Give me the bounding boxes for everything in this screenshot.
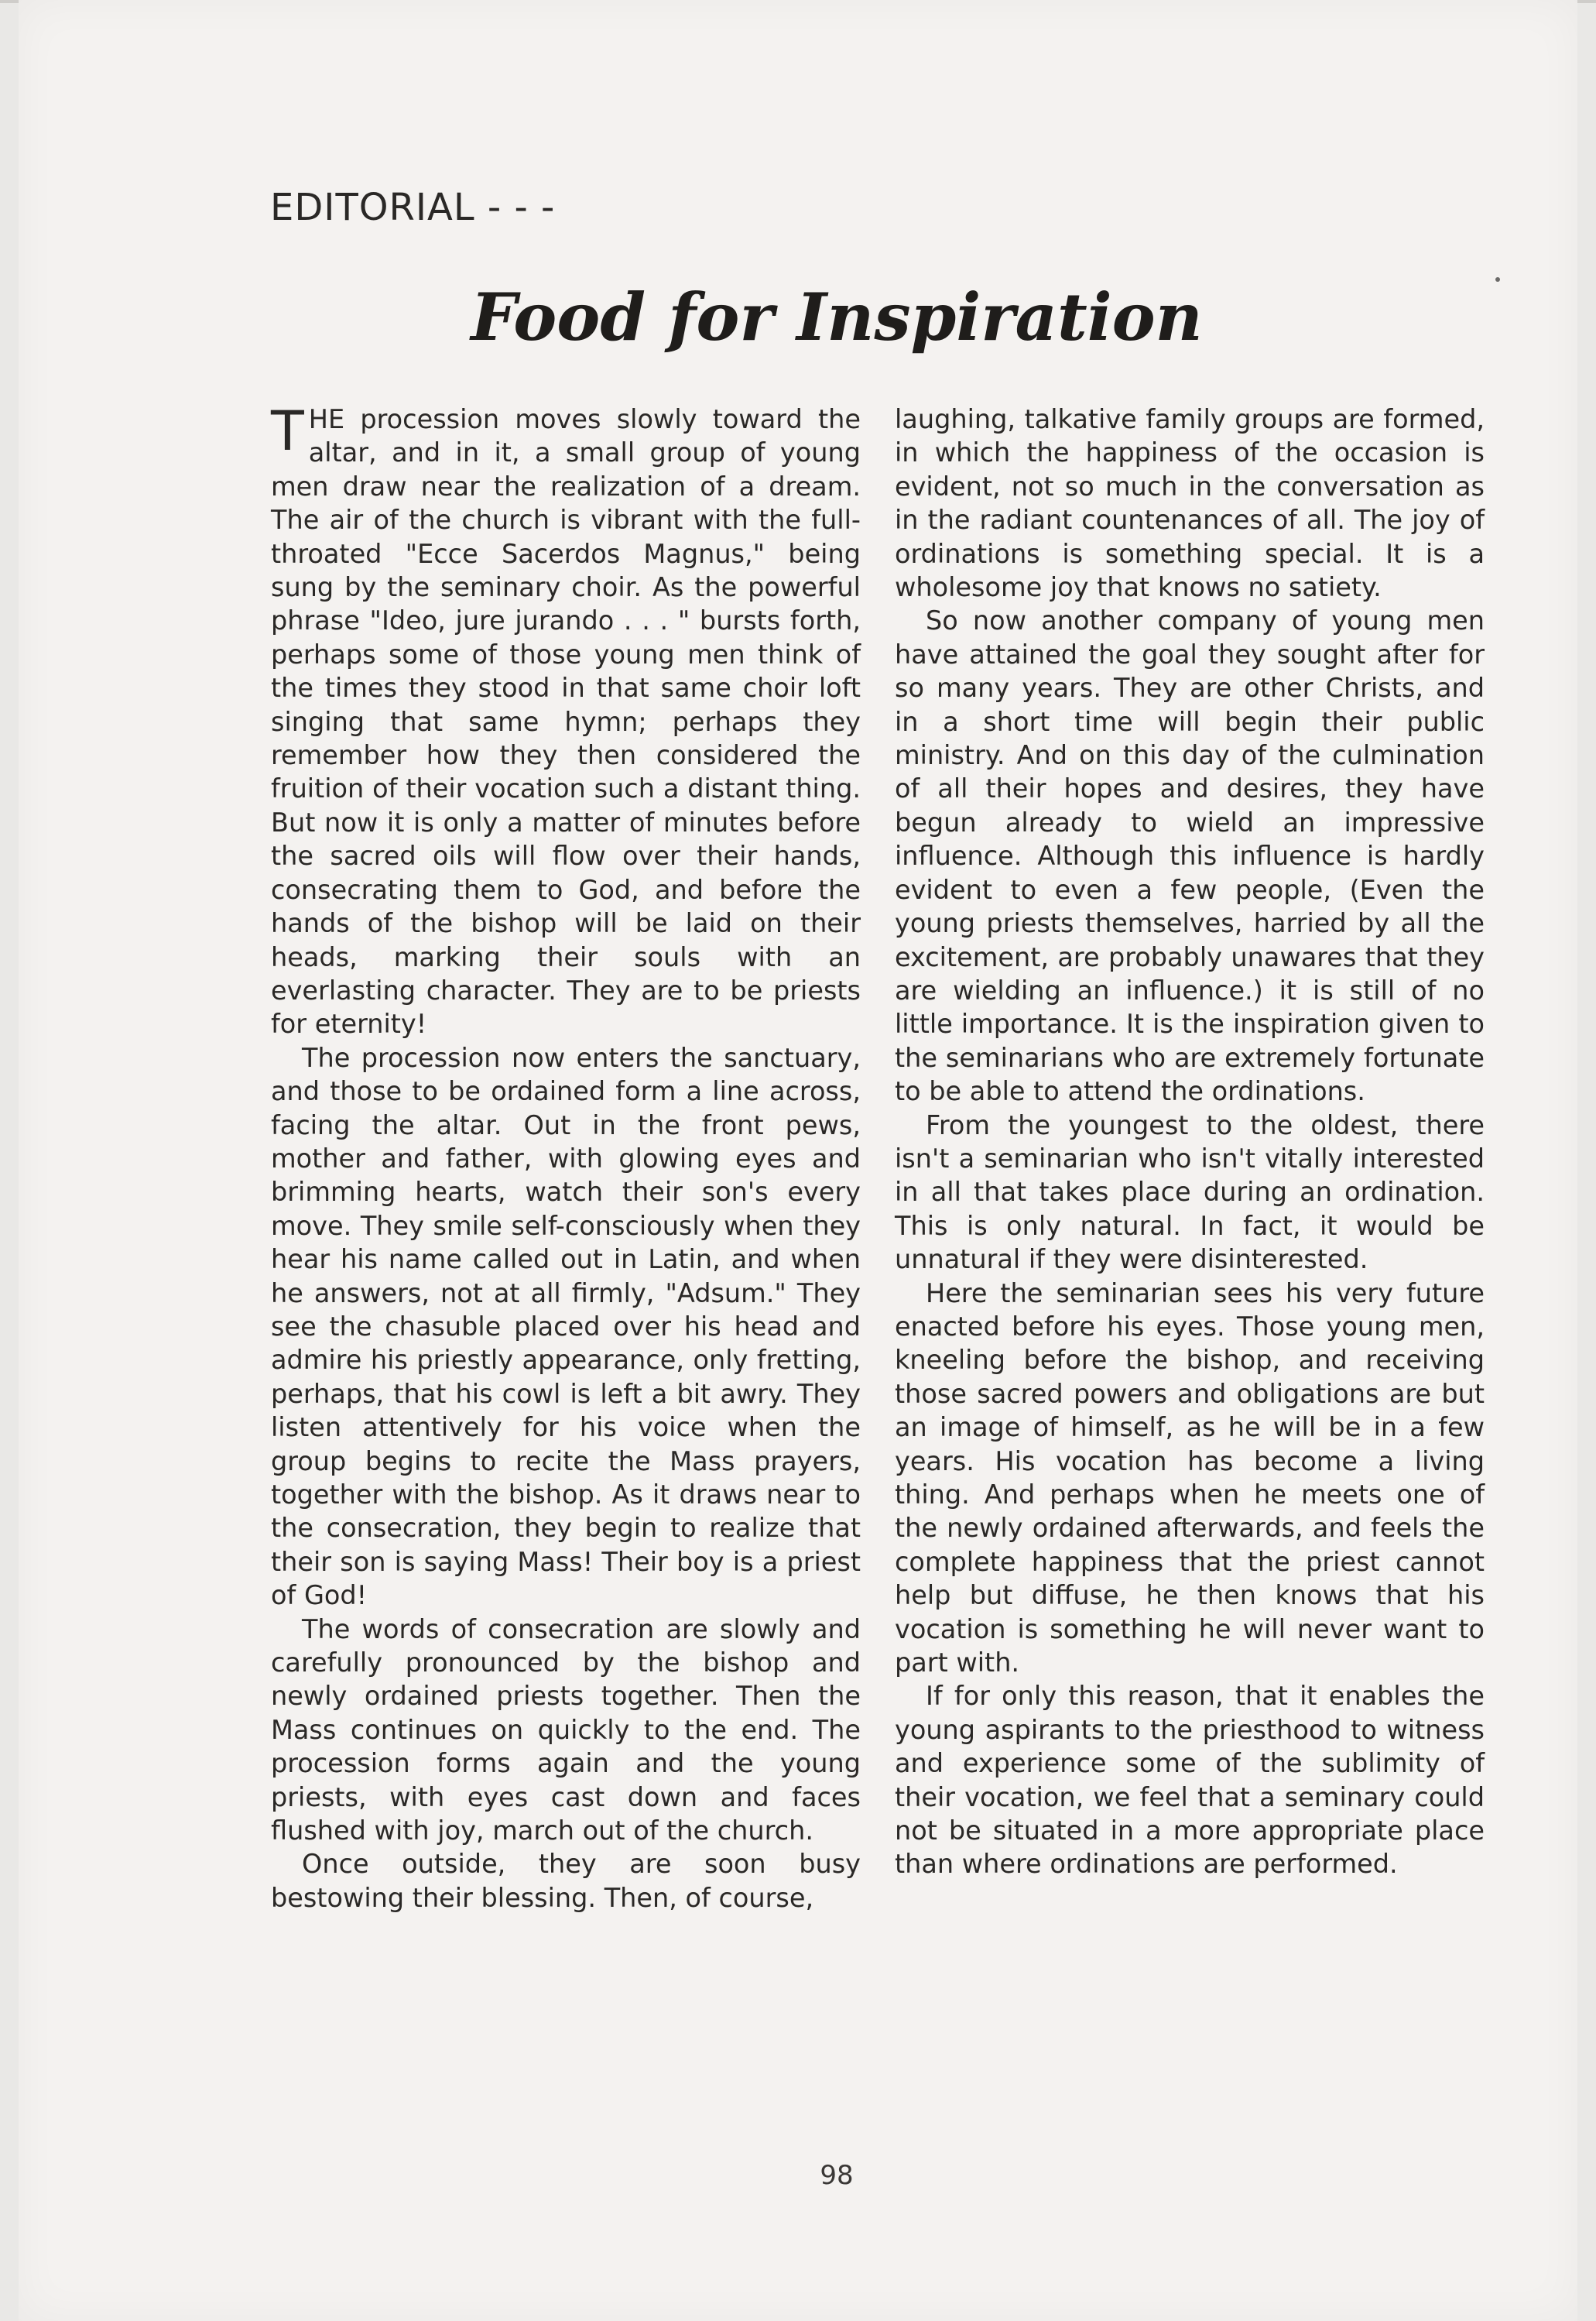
paragraph: laughing, talkative family groups are formed, in which the happiness of the occasion is evident, not so much in the conversation as in the radiant countenances of all. The joy of ordinations is something special. It is a wholesome joy that knows no satiety. [895, 404, 1485, 603]
paragraph: The procession now enters the sanctuary, and those to be ordained form a line across, facing the altar. Out in the front pews, mother and father, with glowing eyes and brimming hearts, watch their son's every move. They smile self-consciously when they hear his name called out in Latin, and when he answers, not at all firmly, "Adsum." They see the chasuble placed over his head and admire his priestly appearance, only fretting, perhaps, that his cowl is left a bit awry. They listen attentively for his voice when the group begins to recite the Mass prayers, together with the bishop. As it draws near to the consecration, they begin to realize that their son is saying Mass! Their boy is a priest of God! [271, 1042, 861, 1611]
paragraph: From the youngest to the oldest, there isn't a seminarian who isn't vitally interested in all that takes place during an ordination. This is only natural. In fact, it would be unnatural if they were disinterested. [895, 1109, 1485, 1275]
paragraph: So now another company of young men have attained the goal they sought after for so many years. They are other Christs, and in a short time will begin their public ministry. And on this day of the culmination of all their hopes and desires, they have begun already to wield an impressive influence. Although this influence is hardly evident to even a few people, (Even the young priests themselves, harried by all the excitement, are probably unawares that they are wielding an influence.) it is still of no little importance. It is the inspiration given to the seminarians who are extremely fortunate to be able to attend the ordinations. [895, 605, 1485, 1107]
left-column [271, 399, 861, 1915]
section-label: EDITORIAL - - - [270, 186, 556, 229]
paragraph: If for only this reason, that it enables the young aspirants to the priesthood to witness and experience some of the sublimity of their vocation, we feel that a seminary could not be situated in a more appropriate place than where ordinations are performed. [895, 1681, 1485, 1880]
article-title: Food for Inspiration [471, 279, 1203, 355]
drop-cap: T [271, 399, 304, 463]
right-column [895, 403, 1485, 1881]
paragraph: The words of consecration are slowly and carefully pronounced by the bishop and newly ordained priests together. Then the Mass continues on quickly to the end. The procession forms again and the young priests, with eyes cast down and faces flushed with joy, march out of the church. [271, 1613, 861, 1846]
paragraph: Once outside, they are soon busy bestowing their blessing. Then, of course, [271, 1849, 861, 1913]
paragraph [271, 399, 861, 1041]
paragraph-text: HE procession moves slowly toward the altar, and in it, a small group of young men draw near the realization of a dream. The air of the church is vibrant with the full-throated "Ecce Sacerdos Magnus," being sung by the seminary choir. As the powerful phrase "Ideo, jure jurando . . . " bursts forth, perhaps some of those young men think of the times they stood in that same choir loft singing that same hymn; perhaps they remember how they then considered the fruition of their vocation such a distant thing. But now it is only a matter of minutes before the sacred oils will flow over their hands, consecrating them to God, and before the hands of the bishop will be laid on their heads, marking their souls with an everlasting character. They are to be priests for eternity! [271, 404, 861, 1040]
page-number: 98 [820, 2160, 854, 2191]
paragraph: Here the seminarian sees his very future enacted before his eyes. Those young men, kneeling before the bishop, and receiving those sacred powers and obligations are but an image of himself, as he will be in a few years. His vocation has become a living thing. And perhaps when he meets one of the newly ordained afterwards, and feels the complete happiness that the priest cannot help but diffuse, he then knows that his vocation is something he will never want to part with. [895, 1277, 1485, 1678]
